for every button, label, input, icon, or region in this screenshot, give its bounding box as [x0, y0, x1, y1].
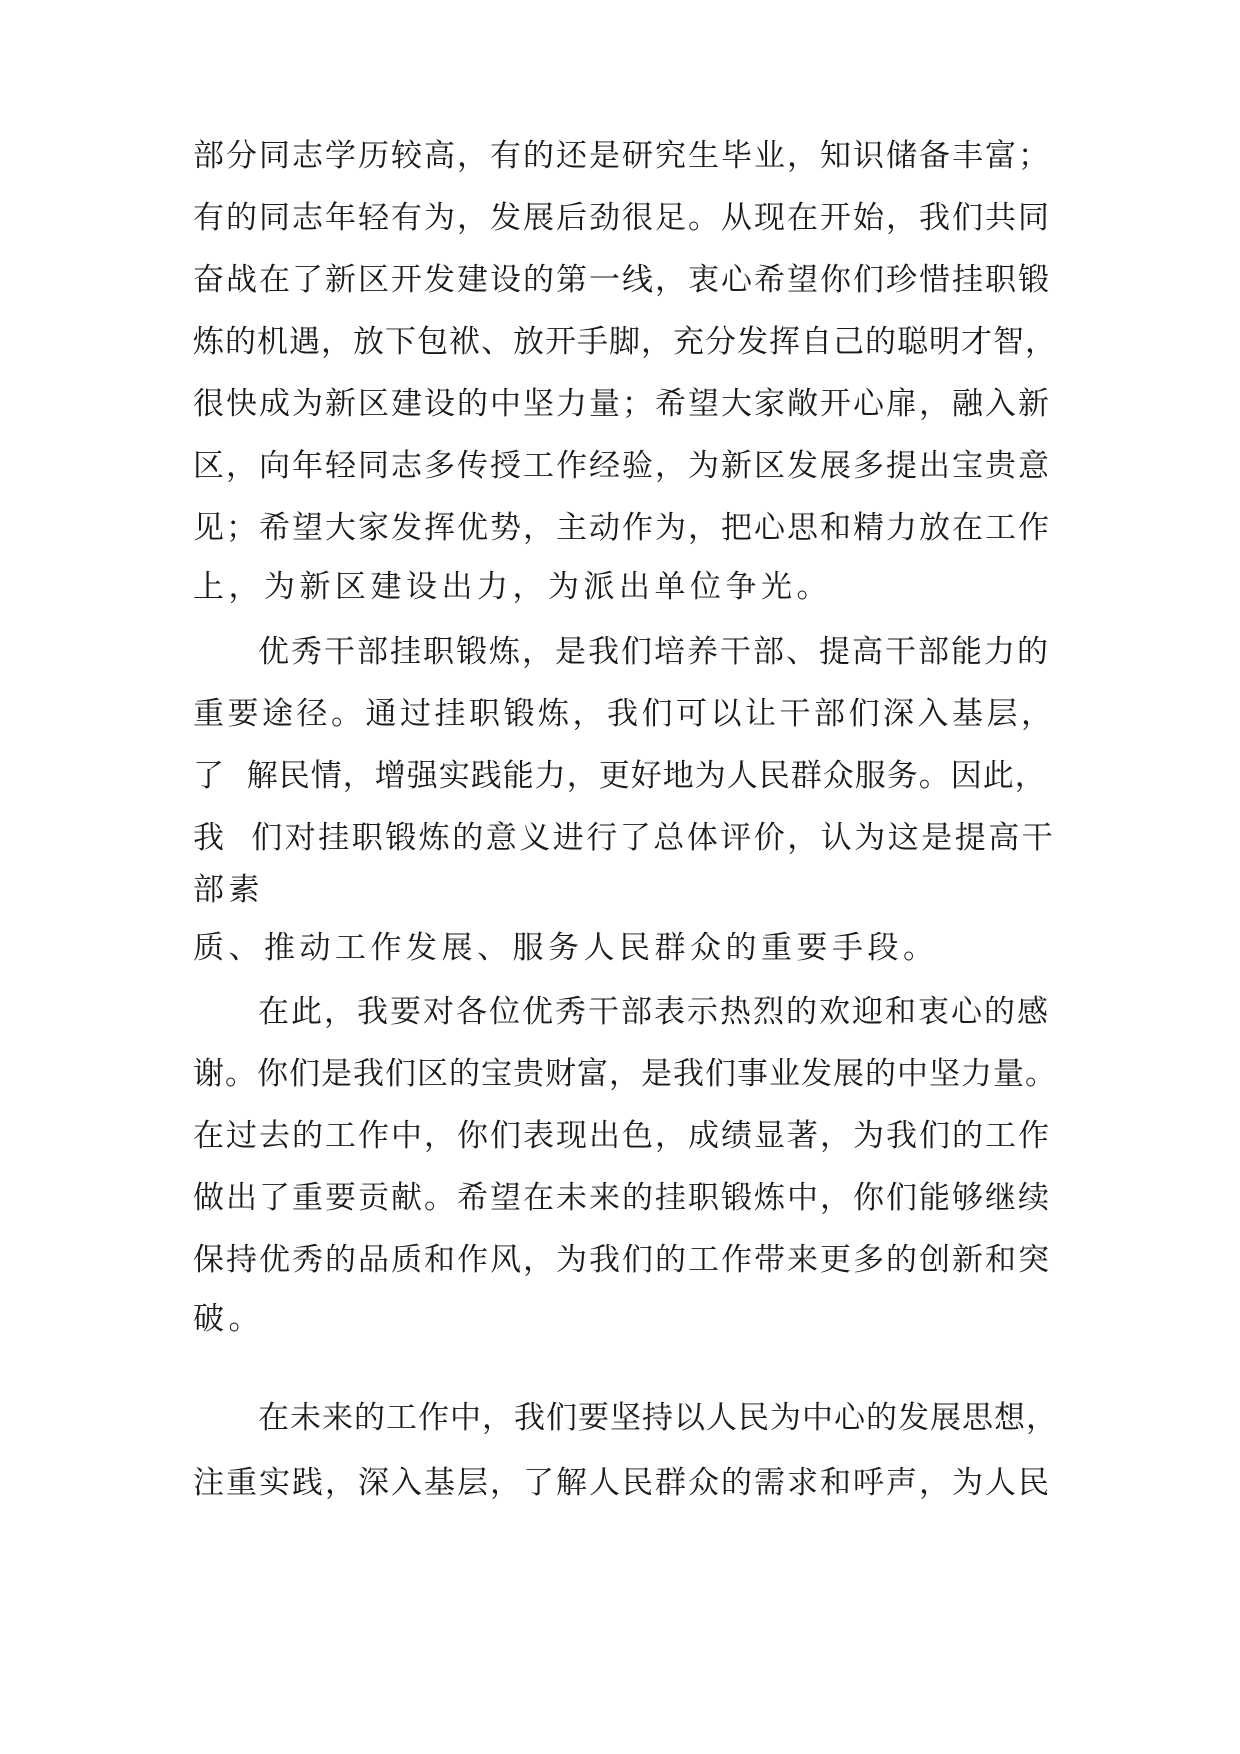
body-text-line: 我 们对挂职锻炼的意义进行了总体评价，认为这是提高干 — [193, 820, 1056, 856]
body-text-line: 谢。你们是我们区的宝贵财富，是我们事业发展的中坚力量。 — [193, 1056, 1057, 1092]
body-text-line: 有的同志年轻有为，发展后劲很足。从现在开始，我们共同 — [193, 200, 1051, 236]
body-text-line: 破。 — [193, 1301, 264, 1337]
body-text-line: 很快成为新区建设的中坚力量；希望大家敞开心扉，融入新 — [193, 386, 1051, 422]
body-text-line: 部分同志学历较高，有的还是研究生毕业，知识储备丰富； — [193, 138, 1051, 174]
body-text-line: 在过去的工作中，你们表现出色，成绩显著，为我们的工作 — [193, 1118, 1051, 1154]
body-text-line: 奋战在了新区开发建设的第一线，衷心希望你们珍惜挂职锻 — [193, 262, 1051, 298]
body-text-line: 区，向年轻同志多传授工作经验，为新区发展多提出宝贵意 — [193, 448, 1051, 484]
body-text-line: 做出了重要贡献。希望在未来的挂职锻炼中，你们能够继续 — [193, 1180, 1051, 1216]
body-text-line: 部素 — [193, 872, 264, 908]
body-text-line: 了 解民情，增强实践能力，更好地为人民群众服务。因此， — [193, 758, 1047, 794]
body-text-line: 重要途径。通过挂职锻炼，我们可以让干部们深入基层， — [193, 696, 1056, 732]
body-text-line: 注重实践，深入基层，了解人民群众的需求和呼声，为人民 — [193, 1465, 1051, 1501]
body-text-line: 质、推动工作发展、服务人民群众的重要手段。 — [193, 930, 939, 966]
body-text-line: 保持优秀的品质和作风，为我们的工作带来更多的创新和突 — [193, 1242, 1051, 1278]
paragraph-first-line: 优秀干部挂职锻炼，是我们培养干部、提高干部能力的 — [258, 634, 1050, 670]
body-text-line: 上，为新区建设出力，为派出单位争光。 — [193, 569, 832, 605]
body-text-line: 炼的机遇，放下包袱、放开手脚，充分发挥自己的聪明才智， — [193, 324, 1057, 360]
paragraph-first-line: 在此，我要对各位优秀干部表示热烈的欢迎和衷心的感 — [258, 994, 1050, 1030]
body-text-line: 见；希望大家发挥优势，主动作为，把心思和精力放在工作 — [193, 510, 1051, 546]
paragraph-first-line: 在未来的工作中，我们要坚持以人民为中心的发展思想， — [258, 1400, 1058, 1436]
